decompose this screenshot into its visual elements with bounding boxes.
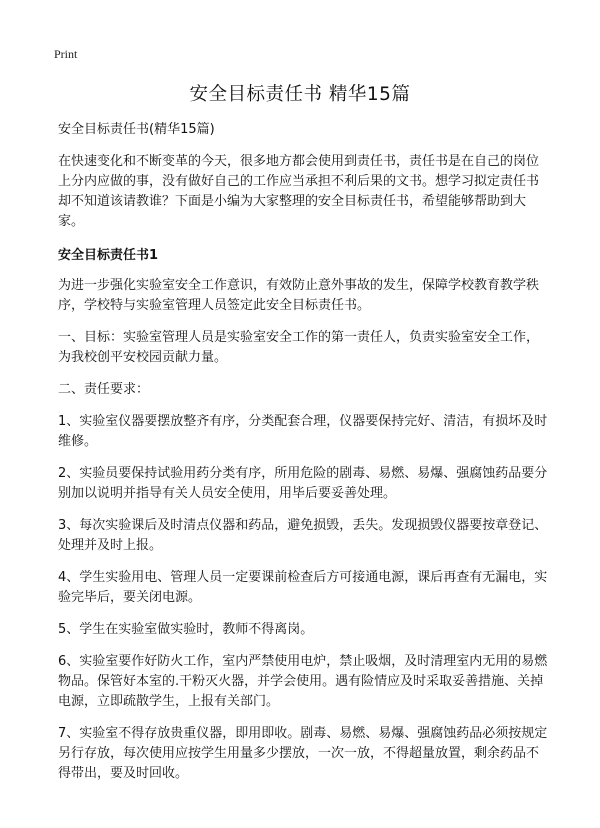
document-subtitle: 安全目标责任书(精华15篇) <box>58 122 215 137</box>
document-body <box>58 120 548 796</box>
paragraph: 二、责任要求： <box>58 382 150 397</box>
paragraph: 7、实验室不得存放贵重仪器，即用即收。剧毒、易燃、易爆、强腐蚀药品必须按规定另行存放，每次使用应按学生用量多少摆放，一次一放，不得超量放置，剩余药品不得带出，要及时回收。 <box>58 726 548 781</box>
page-title: 安全目标责任书 精华15篇 <box>189 84 411 105</box>
paragraph: 6、实验室要作好防火工作，室内严禁使用电炉，禁止吸烟，及时清理室内无用的易燃物品。保管好本室的.干粉灭火器，并学会使用。遇有险情应及时采取妥善措施、关掉电源，立即疏散学生，上报有关部门。 <box>58 654 548 709</box>
paragraph: 5、学生在实验室做实验时，教师不得离岗。 <box>58 622 314 637</box>
paragraph: 1、实验室仪器要摆放整齐有序，分类配套合理，仪器要保持完好、清洁，有损坏及时维修。 <box>58 414 548 449</box>
paragraph: 2、实验员要保持试验用药分类有序，所用危险的剧毒、易燃、易爆、强腐蚀药品要分别加以说明并指导有关人员安全使用，用毕后要妥善处理。 <box>58 466 548 501</box>
paragraph: 4、学生实验用电、管理人员一定要课前检查后方可接通电源，课后再查有无漏电，实验完毕后，要关闭电源。 <box>58 570 548 605</box>
intro-paragraph: 在快速变化和不断变革的今天，很多地方都会使用到责任书，责任书是在自己的岗位上分内应做的事，没有做好自己的工作应当承担不利后果的文书。想学习拟定责任书却不知道该请教谁？下面是小编为大家整理的安全目标责任书，希望能够帮助到大家。 <box>58 154 540 229</box>
paragraph: 一、目标：实验室管理人员是实验室安全工作的第一责任人，负责实验室安全工作，为我校创平安校园贡献力量。 <box>58 330 540 365</box>
paragraph: 为进一步强化实验室安全工作意识，有效防止意外事故的发生，保障学校教育教学秩序，学校特与实验室管理人员签定此安全目标责任书。 <box>58 278 540 313</box>
paragraph: 3、每次实验课后及时清点仪器和药品，避免损毁，丢失。发现损毁仪器要按章登记、处理并及时上报。 <box>58 518 548 553</box>
print-link[interactable]: Print <box>54 47 78 61</box>
section-heading: 安全目标责任书1 <box>58 248 159 263</box>
